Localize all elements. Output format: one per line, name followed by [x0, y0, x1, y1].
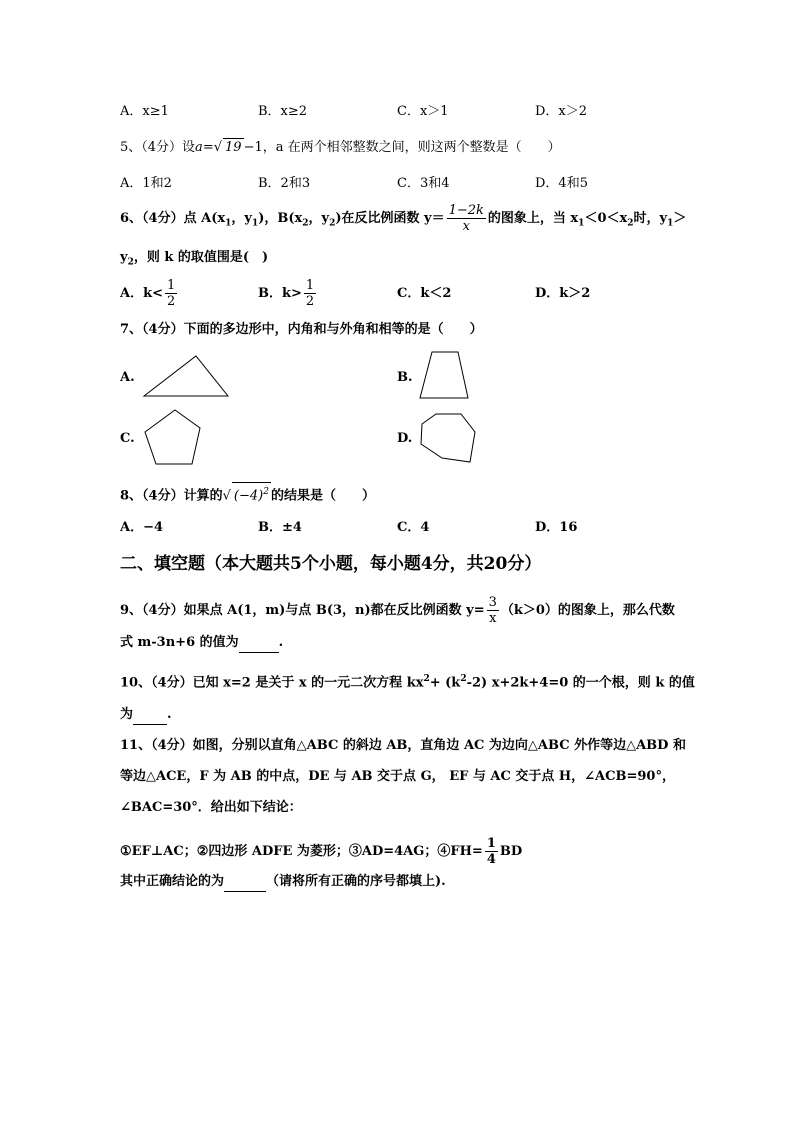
- q6-option-d: D．k＞2: [535, 286, 591, 301]
- q10-stem-line2: 为 .: [120, 706, 172, 725]
- q5-stem: 5、（4分）设a=√ 19 −1，a 在两个相邻整数之间，则这两个整数是（ ）: [120, 140, 561, 155]
- q4-option-c: C．x＞1: [397, 104, 449, 119]
- pentagon-shape: [140, 406, 204, 470]
- hexagon-shape: [416, 410, 480, 466]
- q4-option-a: A．x≥1: [120, 104, 169, 119]
- q9-stem: 9、（4分）如果点 A(1，m)与点 B(3，n)都在反比例函数 y= $\frac{3}{x}$ （k＞0）的图象上，那么代数: [120, 595, 675, 626]
- q5-option-d: D．4和5: [535, 176, 588, 191]
- q11-line4: ①EF⊥AC；②四边形 ADFE 为菱形；③AD=4AG；④FH= $\frac{1}{4}$ BD: [120, 836, 523, 867]
- answer-blank[interactable]: [239, 634, 279, 653]
- q11-fraction: $\frac{1}{4}$: [486, 836, 496, 867]
- q10-stem: 10、（4分）已知 x=2 是关于 x 的一元二次方程 $kx^2+ (k^2-2)$ x+2k+4=0 的一个根，则 k 的值: [120, 674, 695, 691]
- q6-stem-line2: $y_2$，则 k 的取值围是( ): [120, 250, 269, 268]
- q11-line1: 11、（4分）如图，分别以直角△ABC 的斜边 AB，直角边 AC 为边向△ABC 外作等边△ABD 和: [120, 738, 686, 753]
- q4-option-b: B．x≥2: [258, 104, 308, 119]
- q6-stem: 6、（4分）点 $A(x_1$，$y_1$)，$B(x_2$，$y_2$)在反比例函数 y＝ $\frac{1-2k}{x}$ 的图象上，当 $x_1<0<x_2$时，$y_1>$: [120, 203, 687, 234]
- q6-fraction: $\frac{1-2k}{x}$: [448, 203, 484, 234]
- q11-line5: 其中正确结论的为 （请将所有正确的序号都填上).: [120, 873, 446, 892]
- q8-stem: 8、（4分）计算的√ $(-4)^2$ 的结果是（ ）: [120, 482, 375, 505]
- q9-stem-line2: 式 m-3n+6 的值为 .: [120, 634, 283, 653]
- q9-fraction: $\frac{3}{x}$: [488, 595, 497, 626]
- q5-option-a: A．1和2: [120, 176, 172, 191]
- q6-option-b: B．k> $\frac{1}{2}$: [258, 278, 315, 309]
- q5-option-b: B．2和3: [258, 176, 311, 191]
- section-title: 二、填空题（本大题共5个小题，每小题4分，共20分）: [120, 554, 542, 574]
- quadrilateral-shape: [416, 348, 472, 402]
- q4-option-d: D．x＞2: [535, 104, 588, 119]
- q7-label-d: D.: [397, 431, 413, 446]
- q6-option-c: C．k＜2: [397, 286, 452, 301]
- q11-line3: ∠BAC=30°．给出如下结论：: [120, 800, 302, 815]
- q8-radical: $(-4)^2$: [232, 482, 271, 505]
- q6-option-a: A．k< $\frac{1}{2}$: [120, 278, 176, 309]
- q11-line2: 等边△ACE，F 为 AB 的中点，DE 与 AB 交于点 G， EF 与 AC 交于点 H，∠ACB=90°，: [120, 769, 675, 784]
- q8-option-d: D．16: [535, 520, 578, 535]
- q5-option-c: C．3和4: [397, 176, 450, 191]
- answer-blank[interactable]: [224, 873, 266, 892]
- q7-stem: 7、（4分）下面的多边形中，内角和与外角和相等的是（ ）: [120, 322, 483, 337]
- q7-label-b: B.: [397, 370, 413, 385]
- triangle-shape: [140, 352, 232, 400]
- q8-option-a: A．−4: [120, 520, 164, 535]
- q5-radical: 19: [225, 140, 242, 155]
- q7-label-a: A.: [120, 370, 135, 385]
- q7-label-c: C.: [120, 431, 135, 446]
- q8-option-c: C．4: [397, 520, 430, 535]
- q8-option-b: B．±4: [258, 520, 302, 535]
- answer-blank[interactable]: [133, 706, 167, 725]
